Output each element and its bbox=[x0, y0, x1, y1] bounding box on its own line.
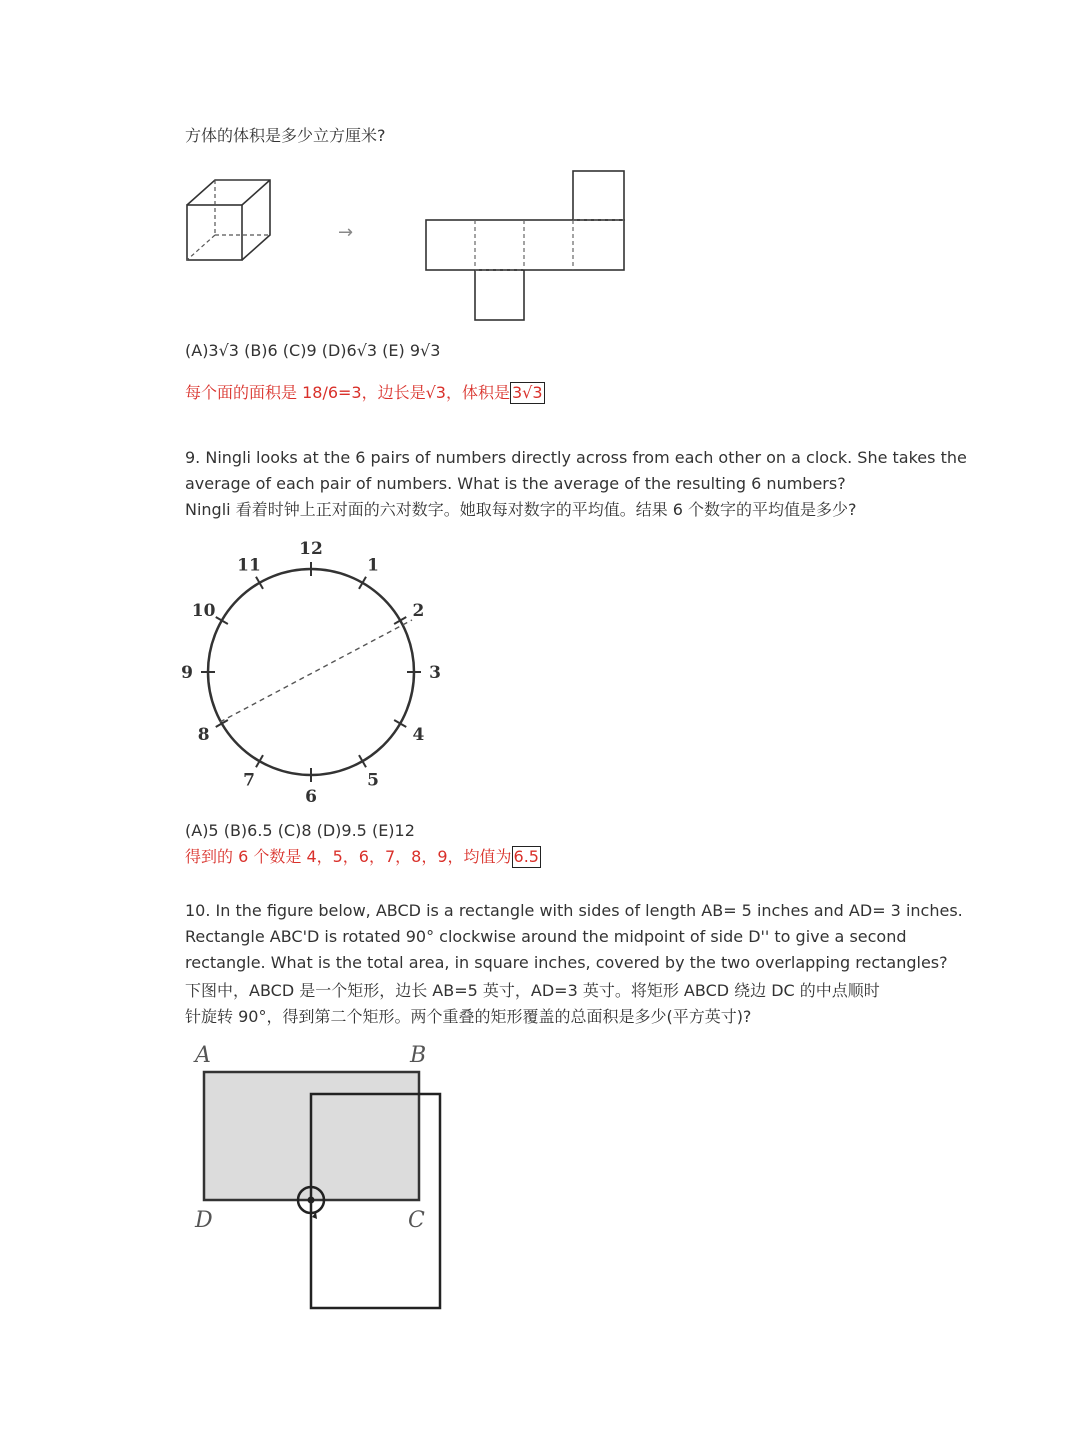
q9-line1: 9. Ningli looks at the 6 pairs of numbers directly across from each other on a clock. She takes the bbox=[185, 448, 967, 467]
clock-number: 1 bbox=[367, 555, 379, 576]
clock-number: 5 bbox=[367, 770, 379, 791]
rectangle-figure bbox=[180, 1035, 470, 1325]
clock-face bbox=[208, 569, 414, 775]
q10-line1: 10. In the figure below, ABCD is a rectangle with sides of length AB= 5 inches and AD= 3 inches. bbox=[185, 901, 963, 920]
label-c: C bbox=[408, 1208, 425, 1233]
q8-answer bbox=[185, 380, 545, 406]
label-a: A bbox=[195, 1043, 211, 1068]
q9-line2: average of each pair of numbers. What is the average of the resulting 6 numbers? bbox=[185, 474, 846, 493]
rotation-center-point bbox=[308, 1197, 315, 1204]
clock-number: 7 bbox=[243, 770, 255, 791]
q9-answer-text: 得到的 6 个数是 4，5，6，7，8，9，均值为 bbox=[185, 847, 512, 866]
clock-figure bbox=[180, 540, 450, 810]
cube-net-figure bbox=[420, 165, 630, 325]
clock-number: 4 bbox=[412, 725, 425, 745]
q9-line3: Ningli 看着时钟上正对面的六对数字。她取每对数字的平均值。结果 6 个数字的平均值是多少? bbox=[185, 500, 857, 519]
q10-line5: 针旋转 90°，得到第二个矩形。两个重叠的矩形覆盖的总面积是多少(平方英寸)? bbox=[185, 1007, 752, 1026]
q8-answer-text: 每个面的面积是 18/6=3，边长是√3，体积是 bbox=[185, 383, 510, 402]
cube-figure bbox=[180, 175, 280, 267]
q8-answer-box: 3√3 bbox=[511, 383, 543, 402]
q9-answer bbox=[185, 844, 541, 870]
clock-number: 9 bbox=[181, 663, 193, 683]
q10-line3: rectangle. What is the total area, in square inches, covered by the two overlapping rectangles? bbox=[185, 953, 948, 972]
clock-number: 10 bbox=[191, 601, 216, 621]
clock-number: 12 bbox=[299, 539, 323, 559]
clock-number: 11 bbox=[237, 555, 261, 576]
q9-choices: (A)5 (B)6.5 (C)8 (D)9.5 (E)12 bbox=[185, 821, 415, 840]
label-d: D bbox=[195, 1208, 213, 1233]
label-b: B bbox=[410, 1043, 427, 1068]
clock-number: 3 bbox=[429, 663, 441, 683]
clock-number: 8 bbox=[197, 725, 210, 745]
clock-number: 2 bbox=[412, 601, 425, 621]
diagonal-dashed-line bbox=[220, 620, 412, 722]
clock-number: 6 bbox=[305, 787, 317, 807]
q8-text: 方体的体积是多少立方厘米? bbox=[185, 126, 386, 145]
arrow-icon: → bbox=[338, 222, 354, 243]
q10-line4: 下图中，ABCD 是一个矩形，边长 AB=5 英寸，AD=3 英寸。将矩形 ABCD 绕边 DC 的中点顺时 bbox=[185, 981, 880, 1000]
q9-answer-box: 6.5 bbox=[513, 847, 539, 866]
q10-line2: Rectangle ABC'D is rotated 90° clockwise around the midpoint of side D'' to give a second bbox=[185, 927, 907, 946]
q8-choices: (A)3√3 (B)6 (C)9 (D)6√3 (E) 9√3 bbox=[185, 341, 441, 360]
